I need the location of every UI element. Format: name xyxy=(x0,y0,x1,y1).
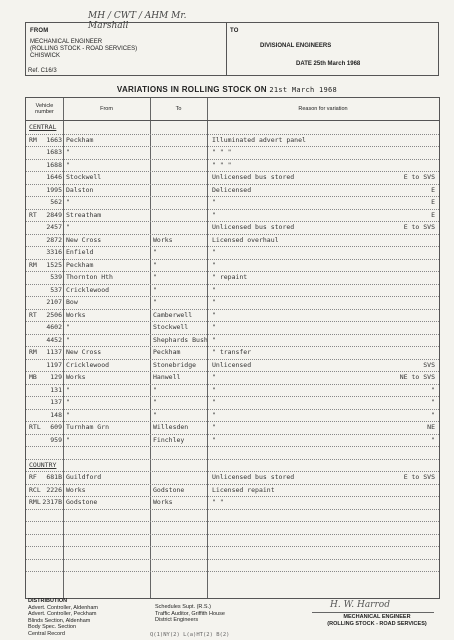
vehicle-number: 2506 xyxy=(46,310,62,319)
to-cell: Stonebridge xyxy=(153,360,197,369)
table-row xyxy=(26,159,439,173)
vehicle-number: 1197 xyxy=(46,360,62,369)
note-cell: NE to SVS xyxy=(399,373,435,381)
from-cell: Dalston xyxy=(66,185,94,194)
note-cell: " xyxy=(431,385,435,394)
note-cell: E xyxy=(431,210,435,219)
vehicle-number: 1688 xyxy=(46,160,62,169)
table-row xyxy=(26,209,439,223)
from-cell: New Cross xyxy=(66,235,102,244)
reason-cell: " xyxy=(212,210,216,219)
vehicle-number: 1995 xyxy=(46,185,62,194)
signatory-line-2: (ROLLING STOCK - ROAD SERVICES) xyxy=(327,620,427,627)
to-cell: " xyxy=(153,273,157,281)
vehicle-number: 137 xyxy=(50,398,62,406)
table-row xyxy=(26,396,439,410)
from-cell: " xyxy=(66,435,70,444)
col-header-vehicle: Vehicle number xyxy=(35,103,54,115)
to-label: TO xyxy=(230,28,239,34)
title-date: 21st March 1968 xyxy=(269,86,338,94)
to-cell: Peckham xyxy=(153,348,181,356)
title-text: VARIATIONS IN ROLLING STOCK ON xyxy=(116,85,267,94)
table-row xyxy=(26,259,439,273)
vehicle-class: RCL xyxy=(29,485,41,494)
table-row xyxy=(26,509,439,523)
table-row xyxy=(26,334,439,348)
reason-cell: Delicensed xyxy=(212,185,252,194)
vehicle-number: 959 xyxy=(50,435,62,444)
vehicle-number: 2226 xyxy=(46,485,62,494)
from-cell: Stockwell xyxy=(66,173,102,181)
table-row xyxy=(26,521,439,535)
to-cell: Stockwell xyxy=(153,323,189,331)
note-cell: " xyxy=(431,410,435,419)
vehicle-class: RT xyxy=(29,310,37,319)
reason-cell: " xyxy=(212,335,216,344)
signature: H. W. Harrod xyxy=(330,600,390,610)
to-cell: Works xyxy=(153,498,173,506)
vehicle-number: 1683 xyxy=(46,148,62,156)
vehicle-number: 1525 xyxy=(46,260,62,269)
table-row xyxy=(26,559,439,573)
from-cell: " xyxy=(66,160,70,169)
bottom-note: Q(1)NY(2) L(a)HT(2) B(2) xyxy=(150,632,230,638)
note-cell: E xyxy=(431,198,435,206)
vehicle-number: 4452 xyxy=(46,335,62,344)
to-cell: " xyxy=(153,285,157,294)
reason-cell: " xyxy=(212,260,216,269)
table-row xyxy=(26,471,439,485)
table-row xyxy=(26,321,439,335)
reason-cell: " xyxy=(212,385,216,394)
distribution-item: Central Record xyxy=(28,630,65,637)
distribution-item: Traffic Auditor, Griffith House xyxy=(155,610,225,617)
note-cell: E to SVS xyxy=(403,473,435,481)
table-row xyxy=(26,546,439,560)
table-row xyxy=(26,371,439,385)
vehicle-number: 148 xyxy=(50,410,62,419)
form-date: DATE 25th March 1968 xyxy=(296,61,361,67)
vehicle-number: 2107 xyxy=(46,298,62,306)
to-cell: Shephards Bush xyxy=(153,335,208,344)
reason-cell: " xyxy=(212,323,216,331)
from-cell: Cricklewood xyxy=(66,285,110,294)
variations-table xyxy=(25,97,440,599)
to-cell: Camberwell xyxy=(153,310,193,319)
to-cell: Willesden xyxy=(153,423,189,431)
vehicle-class: RF xyxy=(29,473,37,481)
from-cell: Turnham Grn xyxy=(66,423,110,431)
vehicle-class: RM xyxy=(29,135,37,144)
reason-cell: " " xyxy=(212,498,224,506)
note-cell: " xyxy=(431,435,435,444)
signature-line xyxy=(312,612,434,613)
from-cell: Works xyxy=(66,485,86,494)
to-cell: Godstone xyxy=(153,485,185,494)
to-cell: " xyxy=(153,385,157,394)
to-cell: " xyxy=(153,248,157,256)
from-cell: " xyxy=(66,198,70,206)
page-title xyxy=(0,85,454,94)
table-row xyxy=(26,221,439,235)
vehicle-number: 131 xyxy=(50,385,62,394)
to-cell: " xyxy=(153,260,157,269)
reason-cell: " xyxy=(212,373,216,381)
from-cell: " xyxy=(66,323,70,331)
from-cell: Enfield xyxy=(66,248,94,256)
vehicle-number: 1663 xyxy=(46,135,62,144)
table-row xyxy=(26,134,439,148)
signatory-title xyxy=(312,614,442,627)
from-cell: Works xyxy=(66,310,86,319)
table-row xyxy=(26,421,439,435)
distribution-list-right xyxy=(155,604,225,624)
distribution-item: Advert. Controller, Peckham xyxy=(28,611,97,617)
vehicle-class: RT xyxy=(29,210,37,219)
vehicle-number: 2457 xyxy=(46,223,62,231)
from-address xyxy=(30,39,137,60)
table-row xyxy=(26,309,439,323)
reason-cell: " xyxy=(212,198,216,206)
table-row xyxy=(26,196,439,210)
reason-cell: " transfer xyxy=(212,348,252,356)
table-row xyxy=(26,171,439,185)
table-row xyxy=(26,496,439,510)
from-cell: Godstone xyxy=(66,498,98,506)
from-cell: " xyxy=(66,410,70,419)
from-cell: " xyxy=(66,148,70,156)
vehicle-number: 537 xyxy=(50,285,62,294)
reason-cell: Unlicensed bus stored xyxy=(212,223,295,231)
reason-cell: Licensed repaint xyxy=(212,485,275,494)
note-cell: E to SVS xyxy=(403,223,435,231)
distribution-heading: DISTRIBUTION xyxy=(28,598,68,604)
from-cell: Peckham xyxy=(66,135,94,144)
table-row xyxy=(26,446,439,460)
from-cell: Peckham xyxy=(66,260,94,269)
to-cell: Works xyxy=(153,235,173,244)
reason-cell: " xyxy=(212,435,216,444)
to-cell: " xyxy=(153,398,157,406)
to-box xyxy=(226,22,439,76)
vehicle-number: 2849 xyxy=(46,210,62,219)
to-cell: Hanwell xyxy=(153,373,181,381)
from-cell: Streatham xyxy=(66,210,102,219)
vehicle-number: 2317B xyxy=(42,498,62,506)
distribution-list xyxy=(28,598,98,637)
section-label: CENTRAL xyxy=(29,123,57,131)
reason-cell: " repaint xyxy=(212,273,248,281)
reason-cell: " xyxy=(212,423,216,431)
vehicle-number: 1137 xyxy=(46,348,62,356)
table-row xyxy=(26,484,439,498)
table-row xyxy=(26,296,439,310)
reason-cell: Unlicensed bus stored xyxy=(212,173,295,181)
vehicle-number: 3316 xyxy=(46,248,62,256)
table-row xyxy=(26,384,439,398)
table-row xyxy=(26,146,439,160)
note-cell: NE xyxy=(427,423,435,431)
table-header xyxy=(26,98,439,121)
section-row xyxy=(26,459,439,473)
vehicle-number: 4602 xyxy=(46,323,62,331)
to-cell: " xyxy=(153,410,157,419)
section-label: COUNTRY xyxy=(29,460,57,469)
note-cell: " xyxy=(431,398,435,406)
note-cell: E xyxy=(431,185,435,194)
vehicle-class: RML xyxy=(29,498,41,506)
vehicle-class: RM xyxy=(29,260,37,269)
reason-cell: Illuminated advert panel xyxy=(212,135,306,144)
distribution-item: District Engineers xyxy=(155,617,199,623)
table-row xyxy=(26,534,439,548)
from-cell: Guildford xyxy=(66,473,102,481)
reason-cell: " " " xyxy=(212,148,232,156)
table-row xyxy=(26,234,439,248)
vehicle-number: 2872 xyxy=(46,235,62,244)
vehicle-number: 539 xyxy=(50,273,62,281)
vehicle-number: 681B xyxy=(46,473,62,481)
vehicle-number: 129 xyxy=(50,373,62,381)
vehicle-number: 562 xyxy=(50,198,62,206)
distribution-item: Blinds Section, Aldenham xyxy=(28,617,91,624)
reason-cell: " xyxy=(212,248,216,256)
reason-cell: " xyxy=(212,298,216,306)
table-row xyxy=(26,246,439,260)
from-cell: Thornton Hth xyxy=(66,273,113,281)
to-cell: " xyxy=(153,298,157,306)
reason-cell: " xyxy=(212,398,216,406)
reason-cell: Unlicensed xyxy=(212,360,252,369)
from-label: FROM xyxy=(30,28,49,34)
from-line-2: (ROLLING STOCK - ROAD SERVICES) xyxy=(30,46,138,52)
section-row xyxy=(26,121,439,135)
distribution-item: Schedules Supt. (R.S.) xyxy=(155,604,211,610)
from-cell: New Cross xyxy=(66,348,102,356)
from-cell: " xyxy=(66,223,70,231)
table-row xyxy=(26,184,439,198)
vehicle-number: 609 xyxy=(50,423,62,431)
table-row xyxy=(26,359,439,373)
vehicle-number: 1646 xyxy=(46,173,62,181)
from-cell: Works xyxy=(66,373,86,381)
distribution-item: Body Spec. Section xyxy=(28,624,77,630)
table-row xyxy=(26,409,439,423)
from-cell: " xyxy=(66,385,70,394)
table-row xyxy=(26,284,439,298)
from-cell: Cricklewood xyxy=(66,360,110,369)
col-header-to: To xyxy=(175,106,182,112)
from-cell: " xyxy=(66,398,70,406)
signatory-line-1: MECHANICAL ENGINEER xyxy=(343,614,411,620)
table-row xyxy=(26,271,439,285)
vehicle-class: RTL xyxy=(29,423,41,431)
reason-cell: " " " xyxy=(212,160,232,169)
from-line-3: CHISWICK xyxy=(30,53,60,59)
reason-cell: " xyxy=(212,410,216,419)
reason-cell: " xyxy=(212,310,216,319)
reason-cell: " xyxy=(212,285,216,294)
note-cell: E to SVS xyxy=(403,173,435,181)
table-row xyxy=(26,434,439,448)
note-cell: SVS xyxy=(423,360,435,369)
from-handwritten-initials: MH / CWT / AHM Mr. Marshall xyxy=(88,11,187,31)
table-row xyxy=(26,346,439,360)
reason-cell: Licensed overhaul xyxy=(212,235,279,244)
vehicle-class: RM xyxy=(29,348,37,356)
distribution-item: Advert. Controller, Aldenham xyxy=(28,604,99,611)
from-cell: " xyxy=(66,335,70,344)
to-recipient: DIVISIONAL ENGINEERS xyxy=(260,43,332,49)
col-header-reason: Reason for variation xyxy=(298,106,348,112)
reference-number: Ref. C16/3 xyxy=(28,68,57,74)
to-cell: Finchley xyxy=(153,435,185,444)
from-cell: Bow xyxy=(66,298,78,306)
from-line-1: MECHANICAL ENGINEER xyxy=(30,39,103,45)
col-header-from: From xyxy=(100,106,113,112)
vehicle-class: MB xyxy=(29,373,37,381)
reason-cell: Unlicensed bus stored xyxy=(212,473,295,481)
